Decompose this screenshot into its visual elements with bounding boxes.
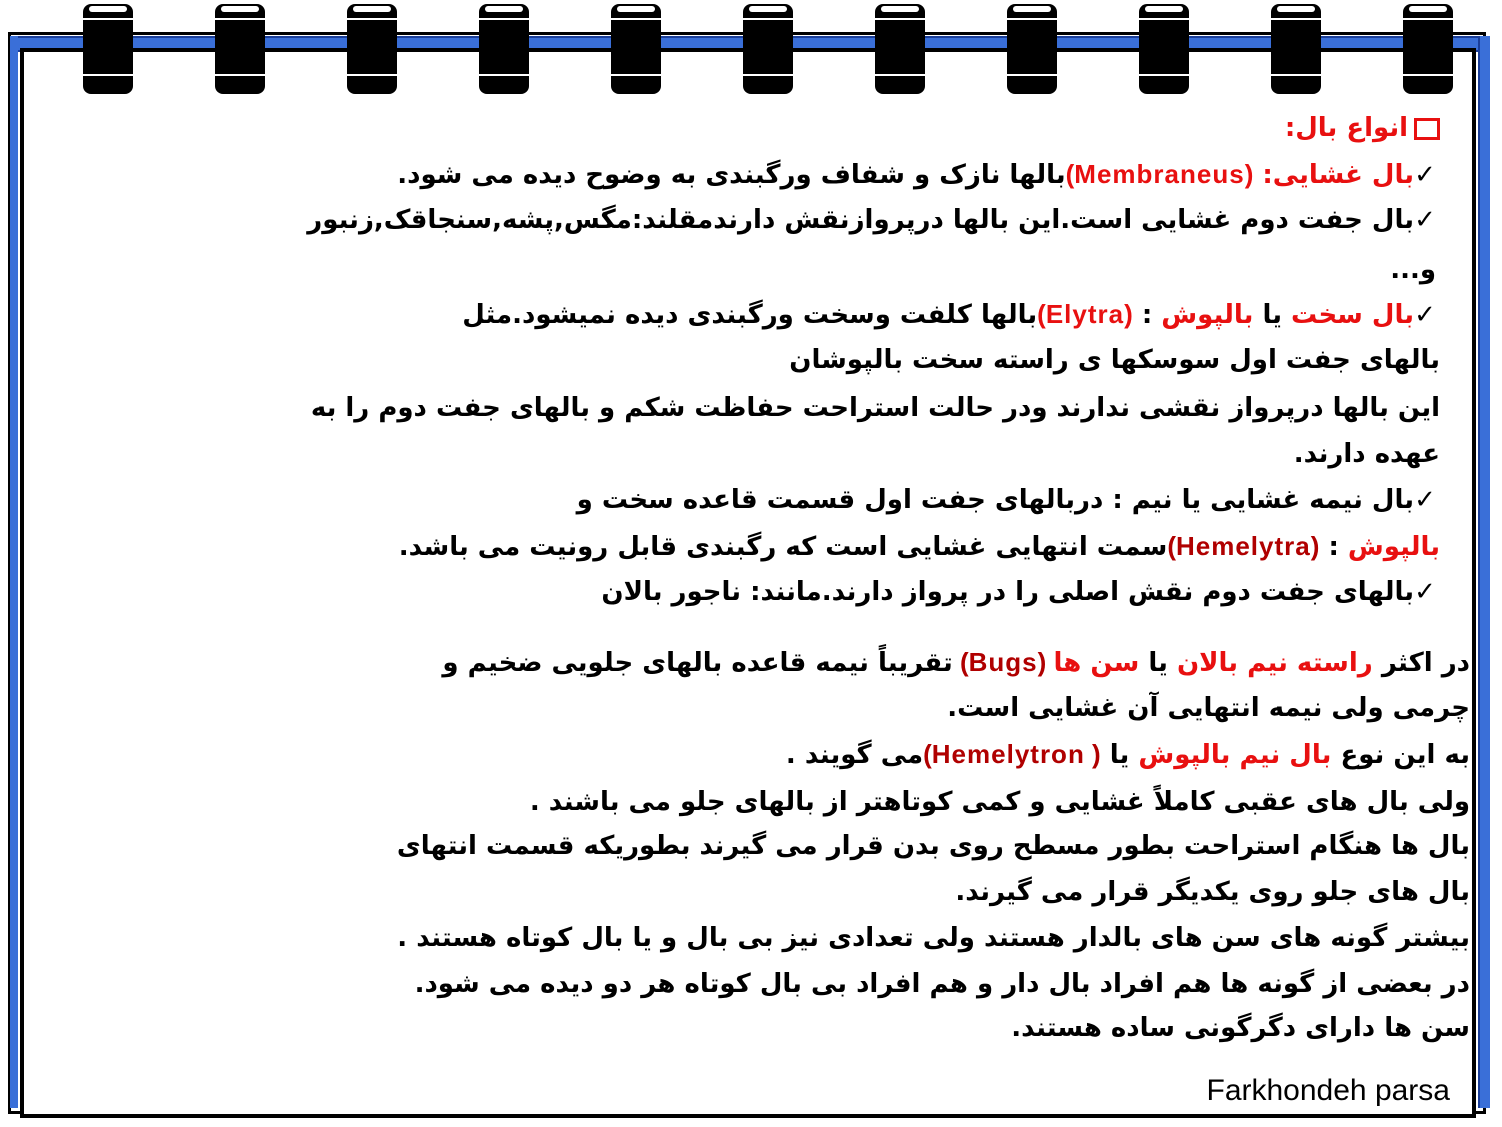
bugs-name: سن ها (1053, 648, 1140, 678)
elytra-function: این بالها درپرواز نقشی ندارند ودر حالت استراحت حفاظت شکم و بالهای جفت دوم را به (310, 393, 1440, 423)
elytra-examples: بالهای جفت اول سوسکها ی راسته سخت بالپوشان (789, 345, 1440, 375)
elytra-label-b: بالپوش (1161, 300, 1254, 330)
hemelytra-examples: بالهای جفت دوم نقش اصلی را در پرواز دارند.مانند: ناجور بالان (601, 577, 1414, 607)
elytra-label-a: بال سخت (1291, 300, 1414, 330)
membranous-etc: و... (1390, 255, 1436, 285)
binder-ring (1403, 4, 1453, 94)
elytra-line-2 (789, 342, 1440, 378)
checkbox-bullet-icon (1414, 118, 1440, 140)
paragraph-line-8 (415, 966, 1470, 1002)
binder-ring (1139, 4, 1189, 94)
author-credit: Farkhondeh parsa (1206, 1074, 1450, 1107)
membranous-line-3 (1390, 252, 1436, 288)
paragraph-line-5 (397, 828, 1470, 864)
paragraph-text: می گویند . (785, 740, 924, 770)
elytra-line-4 (1294, 436, 1440, 472)
hemelytra-desc: سمت انتهایی غشایی است که رگبندی قابل رونیت می باشد. (398, 532, 1168, 562)
elytra-term: (Elytra) (1037, 299, 1133, 329)
paragraph-text: یا (1100, 740, 1139, 770)
elytra-or: یا (1253, 300, 1292, 330)
paragraph-text: به این نوع (1331, 740, 1470, 770)
paragraph-text: یا (1139, 648, 1177, 678)
binder-ring (83, 4, 133, 94)
paragraph-text: بال ها هنگام استراحت بطور مسطح روی بدن قرار می گیرند بطوریکه قسمت انتهای (396, 831, 1470, 861)
elytra-colon: : (1132, 300, 1162, 330)
paragraph-text: در اکثر (1372, 648, 1470, 678)
hemelytron-term: ( Hemelytron) (923, 739, 1101, 769)
membranous-term: (Membraneus) (1065, 159, 1254, 189)
paragraph-line-6 (955, 874, 1470, 910)
elytra-function-cont: عهده دارند. (1293, 439, 1440, 469)
membranous-desc: بالها نازک و شفاف ورگبندی به وضوح دیده می شود. (397, 160, 1066, 190)
paragraph-line-9 (1011, 1010, 1470, 1046)
elytra-desc: بالها کلفت وسخت ورگبندی دیده نمیشود.مثل (462, 300, 1038, 330)
paragraph-line-2 (947, 690, 1470, 726)
paragraph-text: بال های جلو روی یکدیگر قرار می گیرند. (955, 877, 1470, 907)
hemelytra-intro: بال نیمه غشایی یا نیم : دربالهای جفت اول قسمت قاعده سخت و (576, 485, 1414, 515)
bugs-term: (Bugs) (952, 647, 1054, 677)
paragraph-text: ولی بال های عقبی کاملاً غشایی و کمی کوتاهتر از بالهای جلو می باشند . (529, 787, 1470, 817)
hemelytra-label: بالپوش (1347, 532, 1440, 562)
elytra-line-1 (462, 296, 1436, 333)
hemelytra-colon: : (1319, 532, 1348, 562)
paragraph-line-1 (442, 644, 1470, 681)
check-icon: ✓ (1414, 160, 1436, 190)
membranous-line-2 (307, 202, 1436, 238)
paragraph-text: تقریباً نیمه قاعده بالهای جلویی ضخیم و (442, 648, 953, 678)
hemelytra-line-2 (399, 528, 1440, 565)
hemelytron-name: بال نیم بالپوش (1138, 740, 1332, 770)
heading-text: انواع بال: (1284, 113, 1408, 143)
membranous-line-1 (397, 156, 1436, 193)
hemelytra-line-3 (601, 574, 1436, 610)
order-name: راسته نیم بالان (1176, 648, 1373, 678)
paragraph-text: سن ها دارای دگرگونی ساده هستند. (1011, 1013, 1470, 1043)
binder-ring (479, 4, 529, 94)
paragraph-line-7 (397, 920, 1470, 956)
paragraph-text: بیشتر گونه های سن های بالدار هستند ولی تعدادی نیز بی بال و یا بال کوتاه هستند . (397, 923, 1470, 953)
check-icon: ✓ (1414, 205, 1436, 235)
paragraph-text: در بعضی از گونه ها هم افراد بال دار و هم افراد بی بال کوتاه هر دو دیده می شود. (414, 969, 1470, 999)
membranous-examples: بال جفت دوم غشایی است.این بالها درپروازنقش دارندمقلند:مگس,پشه,سنجاقک,زنبور (307, 205, 1414, 235)
paragraph-line-4 (530, 784, 1470, 820)
frame-blue-left (10, 36, 18, 1108)
binder-ring (215, 4, 265, 94)
binder-ring (1271, 4, 1321, 94)
binder-ring (1007, 4, 1057, 94)
check-icon: ✓ (1414, 577, 1436, 607)
check-icon: ✓ (1414, 485, 1436, 515)
check-icon: ✓ (1414, 300, 1436, 330)
binder-ring (611, 4, 661, 94)
section-heading (1285, 110, 1440, 146)
paragraph-text: چرمی ولی نیمه انتهایی آن غشایی است. (947, 693, 1470, 723)
hemelytra-term: (Hemelytra) (1167, 531, 1320, 561)
binder-ring (743, 4, 793, 94)
hemelytra-line-1 (577, 482, 1436, 518)
paragraph-line-3 (786, 736, 1470, 773)
elytra-line-3 (311, 390, 1440, 426)
membranous-label: بال غشایی: (1253, 160, 1414, 190)
frame-blue-right (1478, 36, 1490, 1108)
binder-ring (875, 4, 925, 94)
binder-ring (347, 4, 397, 94)
